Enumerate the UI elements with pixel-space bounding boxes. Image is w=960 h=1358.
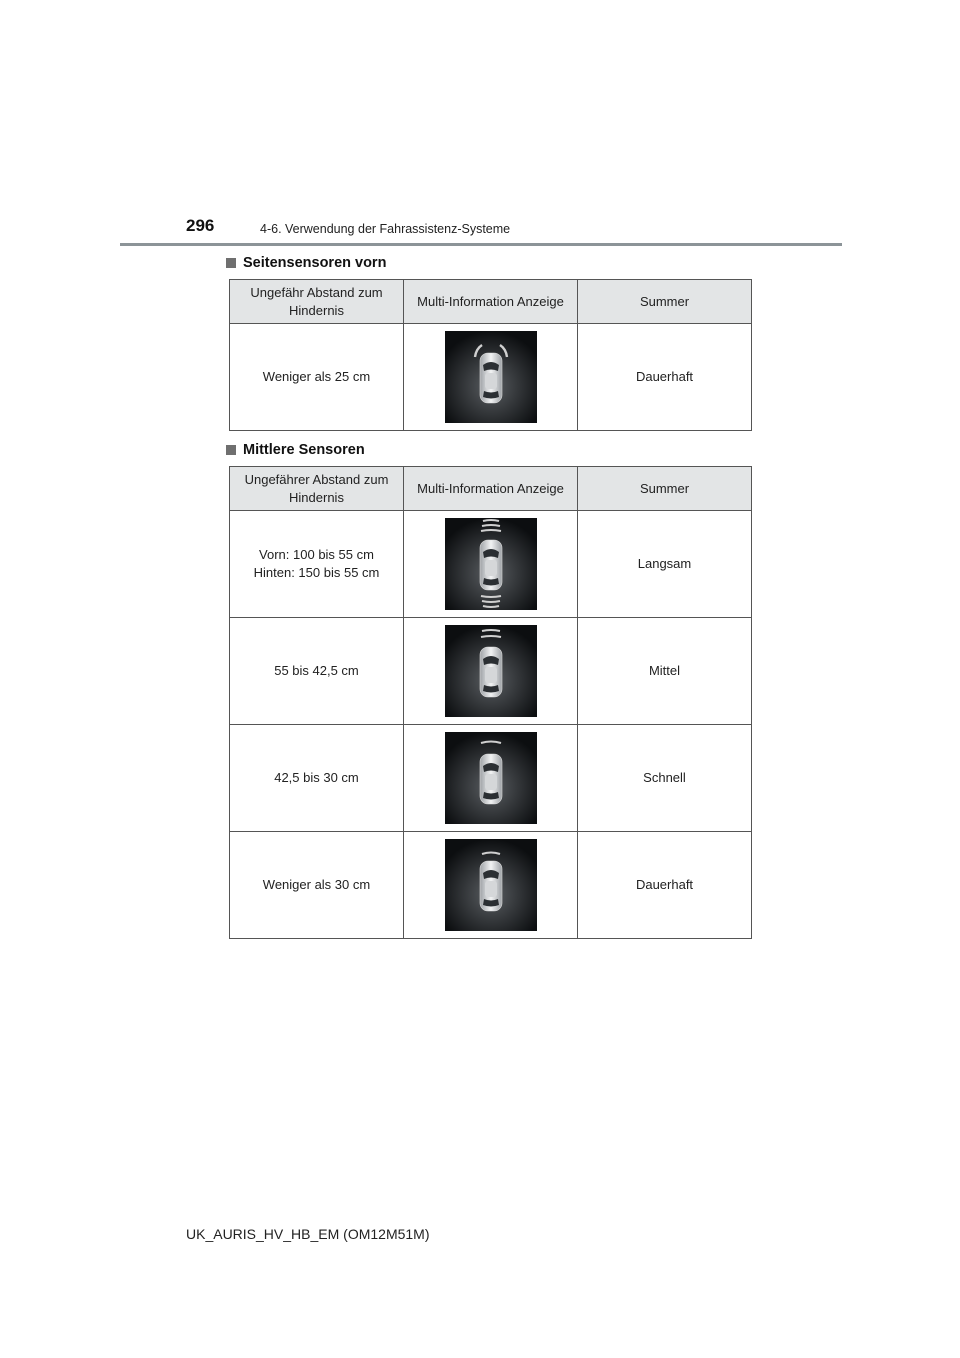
distance-cell: 42,5 bis 30 cm bbox=[230, 725, 404, 832]
subheading-front-side-sensors bbox=[226, 255, 386, 271]
center-sensor-table bbox=[229, 466, 752, 939]
center-sensor-1-bar-icon bbox=[445, 732, 537, 824]
buzzer-cell: Langsam bbox=[578, 511, 752, 618]
distance-cell: Weniger als 25 cm bbox=[230, 324, 404, 431]
column-header-display: Multi-Information Anzeige bbox=[404, 467, 578, 511]
table-row bbox=[230, 324, 752, 431]
page-number: 296 bbox=[186, 216, 215, 235]
buzzer-cell: Schnell bbox=[578, 725, 752, 832]
distance-rear: Hinten: 150 bis 55 cm bbox=[253, 565, 380, 580]
column-header-buzzer: Summer bbox=[578, 467, 752, 511]
display-cell bbox=[404, 832, 578, 939]
center-sensor-close-icon bbox=[445, 839, 537, 931]
column-header-distance: Ungefährer Abstand zum Hindernis bbox=[230, 467, 404, 511]
front-side-sensor-table bbox=[229, 279, 752, 431]
buzzer-cell: Dauerhaft bbox=[578, 324, 752, 431]
document-code: UK_AURIS_HV_HB_EM (OM12M51M) bbox=[186, 1226, 430, 1242]
display-cell bbox=[404, 725, 578, 832]
distance-cell: 55 bis 42,5 cm bbox=[230, 618, 404, 725]
buzzer-cell: Mittel bbox=[578, 618, 752, 725]
center-sensor-3-bars-icon bbox=[445, 518, 537, 610]
distance-cell bbox=[230, 511, 404, 618]
table-header-row bbox=[230, 280, 752, 324]
column-header-buzzer: Summer bbox=[578, 280, 752, 324]
column-header-display: Multi-Information Anzeige bbox=[404, 280, 578, 324]
distance-front: Vorn: 100 bis 55 cm bbox=[259, 547, 374, 562]
subheading-text: Seitensensoren vorn bbox=[243, 255, 387, 271]
section-title: 4-6. Verwendung der Fahrassistenz-Systeme bbox=[260, 222, 511, 236]
display-cell bbox=[404, 511, 578, 618]
table-header-row bbox=[230, 467, 752, 511]
display-cell bbox=[404, 618, 578, 725]
header-rule bbox=[120, 243, 842, 246]
table-row bbox=[230, 511, 752, 618]
display-cell bbox=[404, 324, 578, 431]
front-corner-sensor-icon bbox=[445, 331, 537, 423]
buzzer-cell: Dauerhaft bbox=[578, 832, 752, 939]
center-sensor-2-bars-icon bbox=[445, 625, 537, 717]
subheading-center-sensors bbox=[226, 442, 365, 458]
table-row bbox=[230, 618, 752, 725]
subheading-text: Mittlere Sensoren bbox=[243, 442, 365, 458]
distance-cell: Weniger als 30 cm bbox=[230, 832, 404, 939]
bullet-square-icon bbox=[226, 445, 236, 455]
bullet-square-icon bbox=[226, 258, 236, 268]
table-row bbox=[230, 832, 752, 939]
column-header-distance: Ungefähr Abstand zum Hindernis bbox=[230, 280, 404, 324]
table-row bbox=[230, 725, 752, 832]
